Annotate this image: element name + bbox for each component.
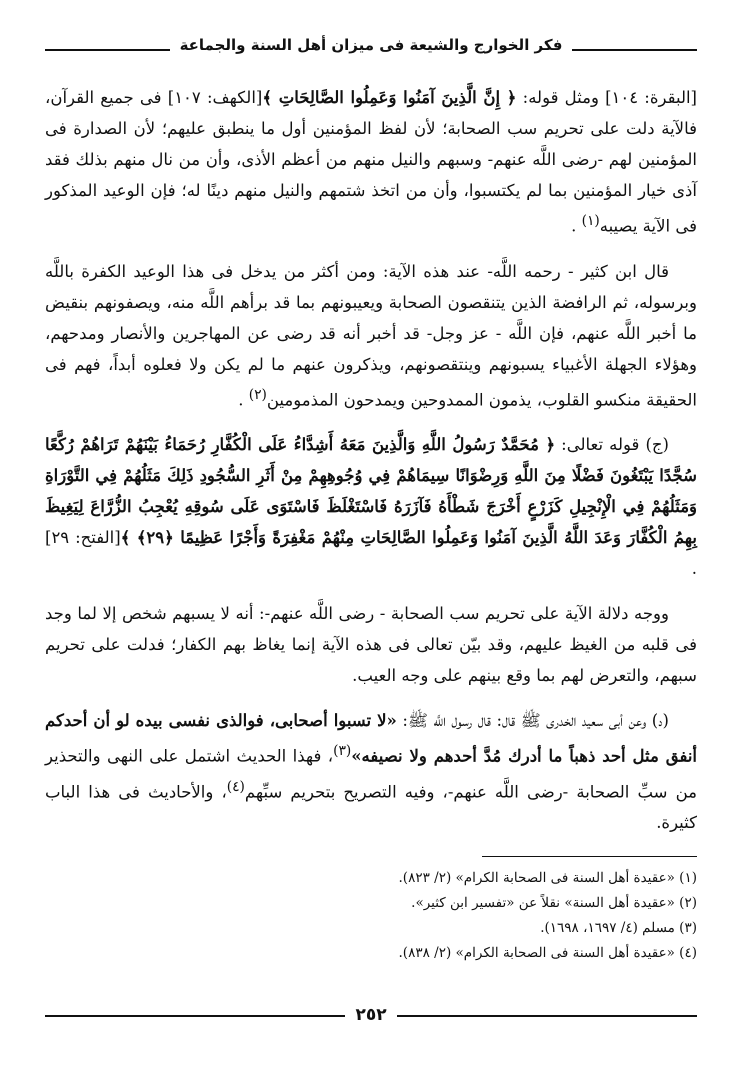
paragraph-1-part-b: [الكهف: ١٠٧] فى جميع القرآن، فالآية دلت على تحريم سب الصحابة؛ لأن لفظ المؤمنين أول ما ينطبق عليهم؛ لأن الصدارة فى المؤمنين لهم -رضى اللَّه عنهم- وسبهم والنيل منهم من أعظم الأذى، وأن من نال منهم بذلك فقد آذى خيار المؤمنين بما لم يكتسبوا، وأن من اتخذ شتمهم والنيل منهم دينًا له؛ فإن الوعيد المذكور فى الآية يصيبه xyxy=(45,88,697,236)
paragraph-3 xyxy=(45,429,697,584)
main-text xyxy=(45,82,697,852)
footnote-4: (٤) «عقيدة أهل السنة فى الصحابة الكرام» (٢/ ٨٣٨). xyxy=(398,945,697,961)
footnote-3: (٣) مسلم (٤/ ١٦٩٧، ١٦٩٨). xyxy=(540,920,697,936)
paragraph-2-text: قال ابن كثير - رحمه اللَّه- عند هذه الآية: ومن أكثر من يدخل فى هذا الوعيد الكفرة باللَّه وبرسوله، ثم الرافضة الذين يتنقصون الصحابة ويعيبونهم بما قد برأهم اللَّه منه، ويصفونهم بنقيض ما أخبر اللَّه عنهم، فإن اللَّه - عز وجل- قد أخبر أنه قد رضى عن المهاجرين والأنصار ومدحهم، وهؤلاء الجهلة الأغبياء يسبونهم وينتقصونهم، ويذكرون عنهم ما لم يكن ولا فعلوه أبداً، فهم فى الحقيقة منكسو القلوب، يذمون الممدوحين ويمدحون المذمومين xyxy=(45,261,697,409)
paragraph-2 xyxy=(45,256,697,416)
hadith-text: «لا تسبوا أصحابى، فوالذى نفسى بيده لو أن أحدكم أنفق مثل أحد ذهباً ما أدرك مُدَّ أحدهم ولا نصيفه» xyxy=(45,711,697,766)
footnote-marker-1[interactable]: (١) xyxy=(581,213,600,229)
quran-verse-kahf: ﴿ إِنَّ الَّذِينَ آمَنُوا وَعَمِلُوا الصَّالِحَاتِ ﴾ xyxy=(262,88,517,107)
page-number: ٢٥٢ xyxy=(345,1005,396,1025)
running-header xyxy=(45,30,697,60)
paragraph-4-text: ووجه دلالة الآية على تحريم سب الصحابة - رضى اللَّه عنهم-: أنه لا يسبهم شخص إلا لما وجد فى قلبه من الغيظ عليهم، وقد بيّن تعالى فى هذه الآية إنما يغاظ بهم الكفار؛ فدلت على تحريم سبهم، والتعرض لهم بما وقع بينهم على وجه العيب. xyxy=(45,604,697,685)
paragraph-1-part-c: . xyxy=(571,216,582,236)
quran-verse-fath: ﴿ مُحَمَّدٌ رَسُولُ اللَّهِ وَالَّذِينَ مَعَهُ أَشِدَّاءُ عَلَى الْكُفَّارِ رُحَمَاءُ بَيْنَهُمْ تَرَاهُمْ رُكَّعًا سُجَّدًا يَبْتَغُونَ فَضْلًا مِنَ اللَّهِ وَرِضْوَانًا سِيمَاهُمْ فِي وُجُوهِهِمْ مِنْ أَثَرِ السُّجُودِ ذَلِكَ مَثَلُهُمْ فِي التَّوْرَاةِ وَمَثَلُهُمْ فِي الْإِنْجِيلِ كَزَرْعٍ أَخْرَجَ شَطْأَهُ فَآزَرَهُ فَاسْتَغْلَظَ فَاسْتَوَى عَلَى سُوقِهِ يُعْجِبُ الزُّرَّاعَ لِيَغِيظَ بِهِمُ الْكُفَّارَ وَعَدَ اللَّهُ الَّذِينَ آمَنُوا وَعَمِلُوا الصَّالِحَاتِ مِنْهُمْ مَغْفِرَةً وَأَجْرًا عَظِيمًا ﴿٢٩﴾ ﴾ xyxy=(45,435,697,547)
paragraph-5 xyxy=(45,705,697,838)
page-footer xyxy=(45,1003,697,1027)
footnote-marker-3[interactable]: (٣) xyxy=(333,743,352,759)
paragraph-3-part-b: [الفتح: ٢٩] . xyxy=(45,528,697,578)
paragraph-4 xyxy=(45,598,697,691)
footnote-marker-2[interactable]: (٢) xyxy=(248,386,267,403)
footnote-1: (١) «عقيدة أهل السنة فى الصحابة الكرام» (٢/ ٨٢٣). xyxy=(398,870,697,886)
header-title: فكر الخوارج والشيعة فى ميزان أهل السنة والجماعة xyxy=(170,36,573,54)
paragraph-5-part-b: ، فهذا الحديث اشتمل على النهى والتحذير من سبِّ الصحابة -رضى اللَّه عنهم-، وفيه التصريح بتحريم سبِّهم xyxy=(45,746,698,801)
footnotes xyxy=(45,866,697,966)
footnote-2: (٢) «عقيدة أهل السنة» نقلاً عن «تفسير ابن كثير». xyxy=(411,895,697,911)
footnote-separator xyxy=(482,856,697,857)
paragraph-1 xyxy=(45,82,697,242)
paragraph-2-end: . xyxy=(238,390,249,409)
footnote-marker-4[interactable]: (٤) xyxy=(226,778,245,795)
paragraph-3-part-a: (ج) قوله تعالى: xyxy=(555,435,669,454)
paragraph-5-part-c: ، والأحاديث فى هذا الباب كثيرة. xyxy=(45,782,697,832)
paragraph-5-part-a: (د) وعن أبى سعيد الخدرى ﷺ قال: قال رسول اللَّه ﷺ: xyxy=(396,711,669,730)
paragraph-1-part-a: [البقرة: ١٠٤] ومثل قوله: xyxy=(516,88,697,107)
